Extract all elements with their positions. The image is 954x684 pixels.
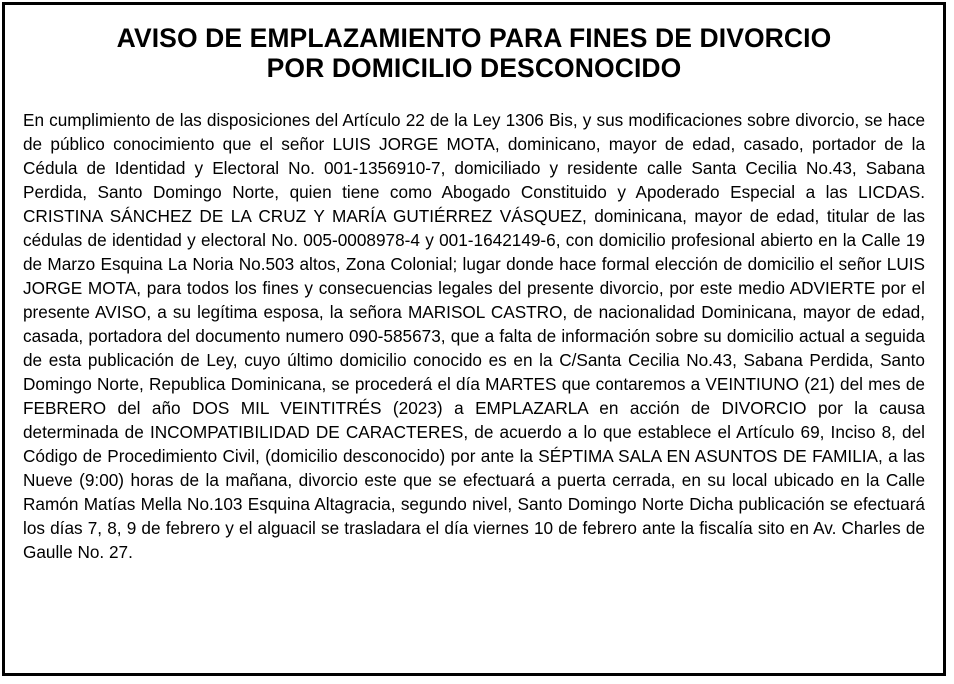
notice-body: En cumplimiento de las disposiciones del Artículo 22 de la Ley 1306 Bis, y sus modificaciones sobre divorcio, se hace de público conocimiento que el señor LUIS JORGE MOTA, dominicano, mayor de edad, casado, portador de la Cédula de Identidad y Electoral No. 001-1356910-7, domiciliado y residente calle Santa Cecilia No.43, Sabana Perdida, Santo Domingo Norte, quien tiene como Abogado Constituido y Apoderado Especial a las LICDAS. CRISTINA SÁNCHEZ DE LA CRUZ Y MARÍA GUTIÉRREZ VÁSQUEZ, dominicana, mayor de edad, titular de las cédulas de identidad y electoral No. 005-0008978-4 y 001-1642149-6, con domicilio profesional abierto en la Calle 19 de Marzo Esquina La Noria No.503 altos, Zona Colonial; lugar donde hace formal elección de domicilio el señor LUIS JORGE MOTA, para todos los fines y consecuencias legales del presente divorcio, por este medio ADVIERTE por el presente AVISO, a su legítima esposa, la señora MARISOL CASTRO, de nacionalidad Dominicana, mayor de edad, casada, portadora del documento numero 090-585673, que a falta de información sobre su domicilio actual a seguida de esta publicación de Ley, cuyo último domicilio conocido es en la C/Santa Cecilia No.43, Sabana Perdida, Santo Domingo Norte, Republica Dominicana, se procederá el día MARTES que contaremos a VEINTIUNO (21) del mes de FEBRERO del año DOS MIL VEINTITRÉS (2023) a EMPLAZARLA en acción de DIVORCIO por la causa determinada de INCOMPATIBILIDAD DE CARACTERES, de acuerdo a lo que establece el Artículo 69, Inciso 8, del Código de Procedimiento Civil, (domicilio desconocido) por ante la SÉPTIMA SALA EN ASUNTOS DE FAMILIA, a las Nueve (9:00) horas de la mañana, divorcio este que se efectuará a puerta cerrada, en su local ubicado en la Calle Ramón Matías Mella No.103 Esquina Altagracia, segundo nivel, Santo Domingo Norte Dicha publicación se efectuará los días 7, 8, 9 de febrero y el alguacil se trasladara el día viernes 10 de febrero ante la fiscalía sito en Av. Charles de Gaulle No. 27. <box>23 110 925 562</box>
notice-title-line-1: AVISO DE EMPLAZAMIENTO PARA FINES DE DIVORCIO <box>116 23 832 53</box>
notice-title <box>23 23 925 83</box>
notice-frame <box>2 2 946 676</box>
notice-title-line-2: POR DOMICILIO DESCONOCIDO <box>266 53 682 83</box>
notice-content <box>23 23 925 564</box>
